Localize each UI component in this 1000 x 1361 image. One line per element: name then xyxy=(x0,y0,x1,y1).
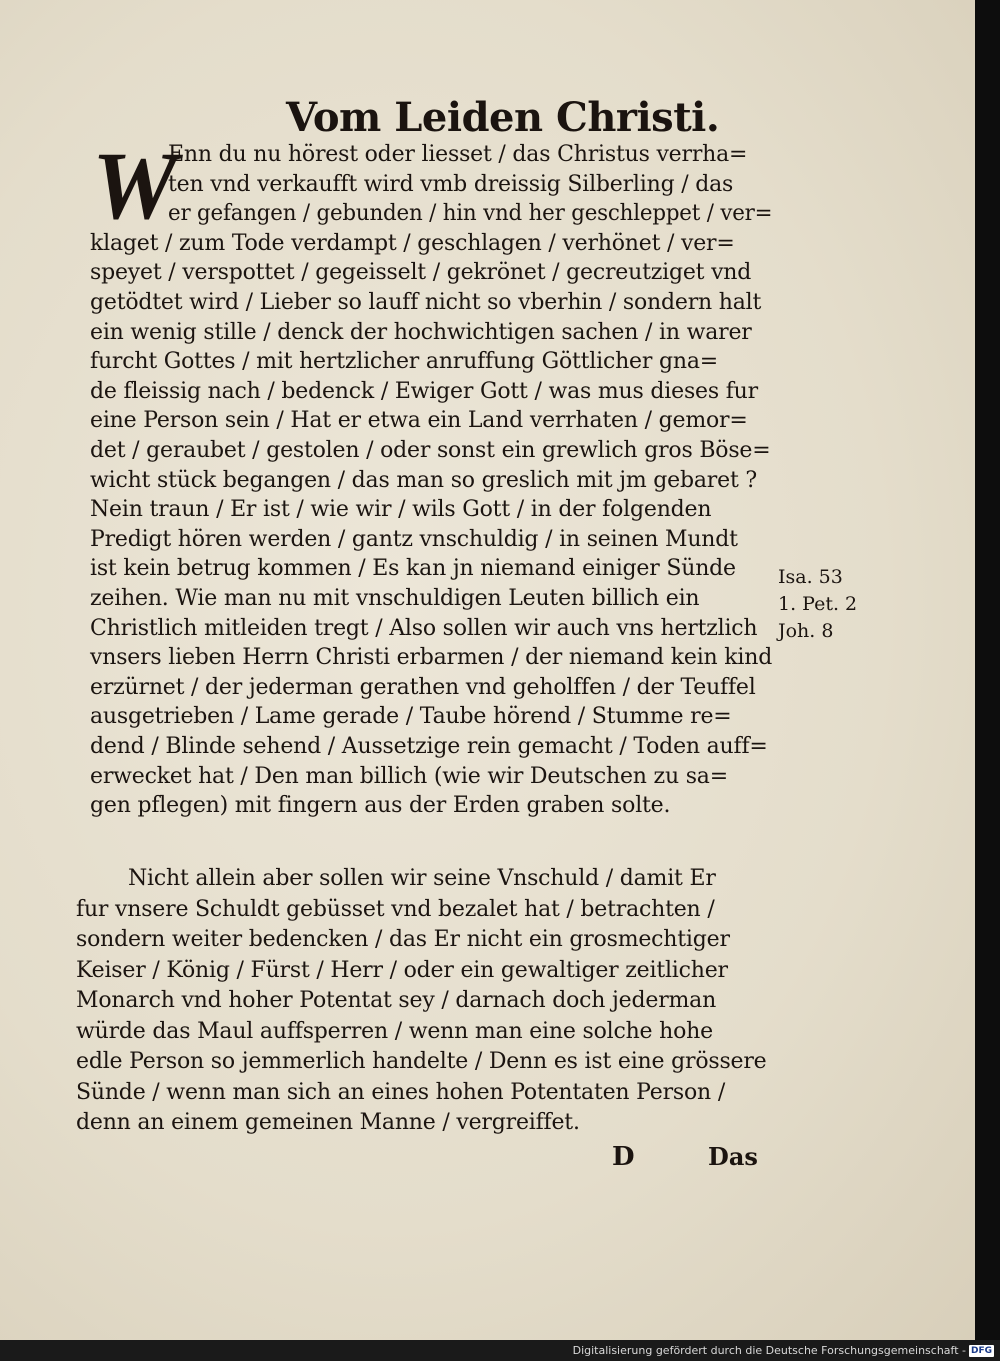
text-line: Nicht allein aber sollen wir seine Vnschuld / damit Er xyxy=(128,866,716,891)
text-line: sondern weiter bedencken / das Er nicht ein grosmechtiger xyxy=(76,927,730,952)
credit-text: Digitalisierung gefördert durch die Deutsche Forschungsgemeinschaft - xyxy=(572,1344,966,1357)
text-line: Christlich mitleiden tregt / Also sollen wir auch vns hertzlich xyxy=(90,615,758,641)
text-line: getödtet wird / Lieber so lauff nicht so vberhin / sondern halt xyxy=(90,290,762,315)
margin-note: Joh. 8 xyxy=(778,620,834,642)
text-line: vnsers lieben Herrn Christi erbarmen / der niemand kein kind xyxy=(90,645,773,671)
margin-note: Isa. 53 xyxy=(778,566,843,588)
text-line: furcht Gottes / mit hertzlicher anruffung Göttlicher gna= xyxy=(90,349,718,375)
text-line: Enn du nu hörest oder liesset / das Christus verrha= xyxy=(168,142,748,167)
text-line: zeihen. Wie man nu mit vnschuldigen Leuten billich ein xyxy=(90,586,700,611)
text-line: Keiser / König / Fürst / Herr / oder ein gewaltiger zeitlicher xyxy=(76,957,728,983)
page-edge-shadow xyxy=(975,0,1000,1340)
text-line: wicht stück begangen / das man so greslich mit jm gebaret ? xyxy=(90,467,757,493)
text-line: Nein traun / Er ist / wie wir / wils Gott / in der folgenden xyxy=(90,497,712,523)
text-line: er gefangen / gebunden / hin vnd her geschleppet / ver= xyxy=(168,201,773,227)
text-line: fur vnsere Schuldt gebüsset vnd bezalet hat / betrachten / xyxy=(76,896,715,922)
page-title: Vom Leiden Christi. xyxy=(286,94,720,141)
text-line: Sünde / wenn man sich an eines hohen Potentaten Person / xyxy=(76,1079,726,1105)
text-line: de fleissig nach / bedenck / Ewiger Gott / was mus dieses fur xyxy=(90,378,758,404)
text-line: denn an einem gemeinen Manne / vergreiffet. xyxy=(76,1110,580,1135)
catchword: Das xyxy=(708,1142,758,1171)
decorated-initial: W xyxy=(92,132,178,239)
text-line: edle Person so jemmerlich handelte / Denn es ist eine grössere xyxy=(76,1049,767,1074)
signature-mark: D xyxy=(612,1142,635,1172)
text-line: speyet / verspottet / gegeisselt / gekrönet / gecreutziget vnd xyxy=(90,260,752,286)
text-line: ein wenig stille / denck der hochwichtigen sachen / in warer xyxy=(90,319,752,345)
text-line: würde das Maul auffsperren / wenn man eine solche hohe xyxy=(76,1018,713,1044)
text-line: ten vnd verkaufft wird vmb dreissig Silberling / das xyxy=(168,171,734,197)
text-line: dend / Blinde sehend / Aussetzige rein gemacht / Toden auff= xyxy=(90,734,768,759)
text-line: klaget / zum Tode verdampt / geschlagen / verhönet / ver= xyxy=(90,230,735,256)
text-line: ist kein betrug kommen / Es kan jn niemand einiger Sünde xyxy=(90,556,736,582)
text-line: erzürnet / der jederman gerathen vnd geholffen / der Teuffel xyxy=(90,674,756,700)
text-line: ausgetrieben / Lame gerade / Taube hörend / Stumme re= xyxy=(90,704,732,730)
text-line: Predigt hören werden / gantz vnschuldig / in seinen Mundt xyxy=(90,526,738,552)
text-line: erwecket hat / Den man billich (wie wir Deutschen zu sa= xyxy=(90,763,728,789)
text-line: det / geraubet / gestolen / oder sonst ein grewlich gros Böse= xyxy=(90,438,771,463)
text-line: eine Person sein / Hat er etwa ein Land verrhaten / gemor= xyxy=(90,408,748,434)
text-line: gen pflegen) mit fingern aus der Erden graben solte. xyxy=(90,793,671,819)
dfg-logo: DFG xyxy=(970,1345,992,1356)
margin-note: 1. Pet. 2 xyxy=(778,593,858,615)
digitization-credit xyxy=(573,1344,994,1357)
text-line: Monarch vnd hoher Potentat sey / darnach doch jederman xyxy=(76,988,717,1013)
